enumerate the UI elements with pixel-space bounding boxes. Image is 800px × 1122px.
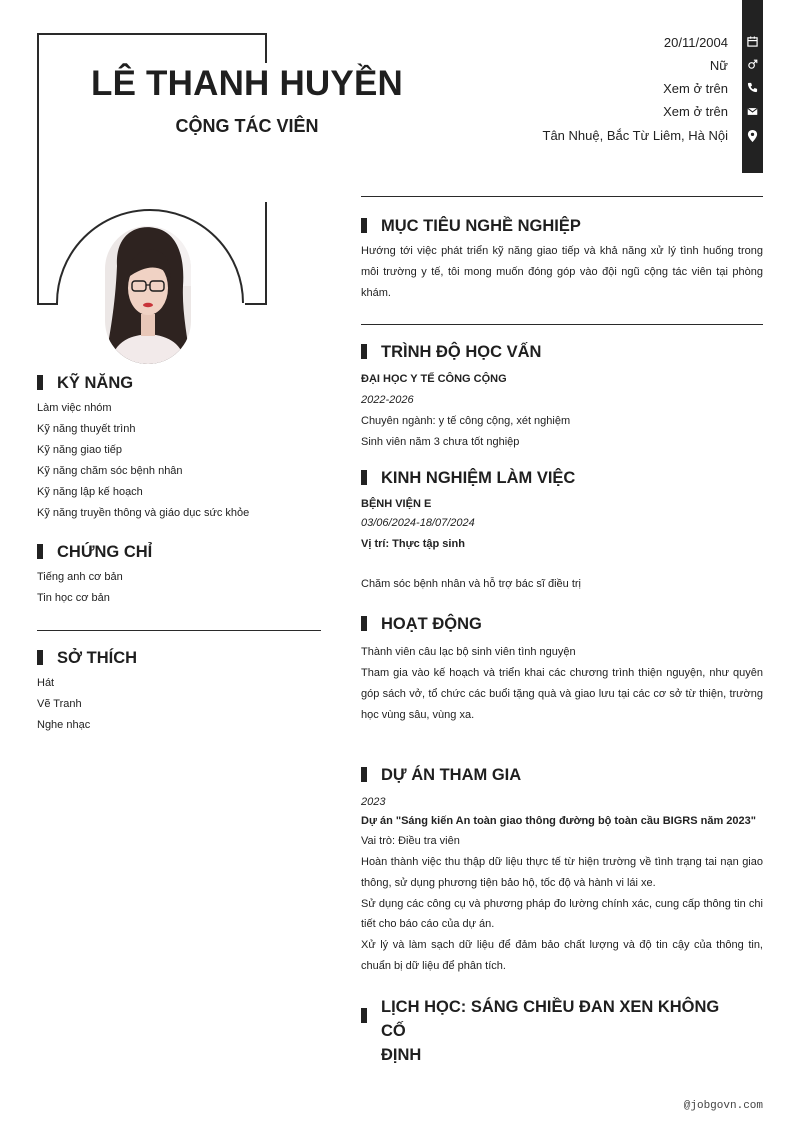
schedule-line: ĐỊNH xyxy=(381,1046,422,1064)
list-item: Kỹ năng truyền thông và giáo dục sức khỏe xyxy=(37,507,250,519)
profile-photo xyxy=(105,226,191,364)
contact-icon-bar xyxy=(742,0,763,173)
objective-text: Hướng tới việc phát triển kỹ năng giao tiếp và khả năng xử lý tình huống trong môi trường y tế, tôi mong muốn đóng góp vào đội ngũ cộng tác viên tại phòng khám. xyxy=(361,245,763,299)
calendar-icon xyxy=(747,36,758,47)
skills-list xyxy=(37,398,249,524)
project-year: 2023 xyxy=(361,796,386,808)
list-item: Tin học cơ bản xyxy=(37,592,110,604)
activity-description: Tham gia vào kế hoạch và triển khai các chương trình thiện nguyện, như quyên góp sách vở, tổ chức các buổi tặng quà và giao lưu tại các cơ sở từ thiện, trường học vùng sâu, vùng xa. xyxy=(361,667,763,721)
gender: Nữ xyxy=(709,58,728,73)
activities-title: HOẠT ĐỘNG xyxy=(361,615,482,634)
header-frame-left xyxy=(37,33,39,305)
project-detail: Xử lý và làm sạch dữ liệu để đảm bảo chất lượng và độ tin cậy của thông tin, chuẩn bị dữ liệu để phân tích. xyxy=(361,939,763,972)
experience-block xyxy=(361,495,763,555)
education-title: TRÌNH ĐỘ HỌC VẤN xyxy=(361,343,541,362)
experience-description: Chăm sóc bệnh nhân và hỗ trợ bác sĩ điều trị xyxy=(361,578,581,590)
mail-icon xyxy=(747,106,758,117)
list-item: Kỹ năng giao tiếp xyxy=(37,444,123,456)
hobbies-title: SỞ THÍCH xyxy=(37,649,137,668)
schedule-title xyxy=(381,995,741,1067)
hobbies-list xyxy=(37,673,90,736)
address: Tân Nhuệ, Bắc Từ Liêm, Hà Nội xyxy=(542,128,728,143)
list-item: Vẽ Tranh xyxy=(37,698,82,710)
project-detail: Hoàn thành việc thu thập dữ liệu thực tế từ hiện trường về tình trạng tai nạn giao thông, sử dụng phương tiện bảo hộ, tốc độ và hành vi lái xe. xyxy=(361,856,763,889)
education-status: Sinh viên năm 3 chưa tốt nghiệp xyxy=(361,436,520,448)
header-frame-right xyxy=(265,33,267,63)
header-frame-foot-right xyxy=(245,303,267,305)
projects-title: DỰ ÁN THAM GIA xyxy=(361,766,521,785)
school-name: ĐẠI HỌC Y TẾ CÔNG CỘNG xyxy=(361,373,507,385)
list-item: Kỹ năng lập kế hoạch xyxy=(37,486,143,498)
list-item: Nghe nhạc xyxy=(37,719,91,731)
objective-title: MỤC TIÊU NGHỀ NGHIỆP xyxy=(361,217,581,236)
header-frame-top xyxy=(37,33,267,35)
education-period: 2022-2026 xyxy=(361,394,414,406)
experience-position: Vị trí: Thực tập sinh xyxy=(361,538,465,550)
right-divider-mid xyxy=(361,324,763,325)
phone-icon xyxy=(747,82,758,93)
schedule-line: LỊCH HỌC: SÁNG CHIỀU ĐAN XEN KHÔNG CỐ xyxy=(381,998,720,1040)
left-divider xyxy=(37,630,321,631)
education-block xyxy=(361,369,763,453)
candidate-role: CỘNG TÁC VIÊN xyxy=(175,116,319,136)
education-major: Chuyên ngành: y tế công cộng, xét nghiệm xyxy=(361,415,571,427)
header-frame-right-lower xyxy=(265,202,267,305)
list-item: Tiếng anh cơ bản xyxy=(37,571,123,583)
projects-block xyxy=(361,793,763,977)
experience-period: 03/06/2024-18/07/2024 xyxy=(361,517,475,529)
certificates-title: CHỨNG CHỈ xyxy=(37,543,152,562)
list-item: Kỹ năng thuyết trình xyxy=(37,423,136,435)
company-name: BỆNH VIỆN E xyxy=(361,498,432,510)
certificates-list xyxy=(37,567,123,609)
birthday: 20/11/2004 xyxy=(663,35,728,50)
skills-title: KỸ NĂNG xyxy=(37,374,133,393)
project-detail: Sử dụng các công cụ và phương pháp đo lường chính xác, cung cấp thông tin chi tiết cho báo cáo của dự án. xyxy=(361,897,763,931)
project-role: Vai trò: Điều tra viên xyxy=(361,835,460,847)
activity-line: Thành viên câu lạc bộ sinh viên tình nguyện xyxy=(361,646,576,658)
candidate-name: LÊ THANH HUYỀN xyxy=(91,64,403,103)
experience-title: KINH NGHIỆM LÀM VIỆC xyxy=(361,469,575,488)
list-item: Hát xyxy=(37,677,55,689)
schedule-bar xyxy=(361,1008,367,1023)
project-name: Dự án "Sáng kiến An toàn giao thông đường bộ toàn cầu BIGRS năm 2023" xyxy=(361,815,756,827)
gender-icon xyxy=(747,59,758,70)
list-item: Làm việc nhóm xyxy=(37,402,112,414)
phone: Xem ở trên xyxy=(663,81,728,96)
watermark: @jobgovn.com xyxy=(683,1100,763,1112)
header-frame-foot-left xyxy=(37,303,58,305)
location-icon xyxy=(747,129,758,143)
list-item: Kỹ năng chăm sóc bệnh nhân xyxy=(37,465,183,477)
email: Xem ở trên xyxy=(663,104,728,119)
right-divider-top xyxy=(361,196,763,197)
activities-block xyxy=(361,642,763,725)
